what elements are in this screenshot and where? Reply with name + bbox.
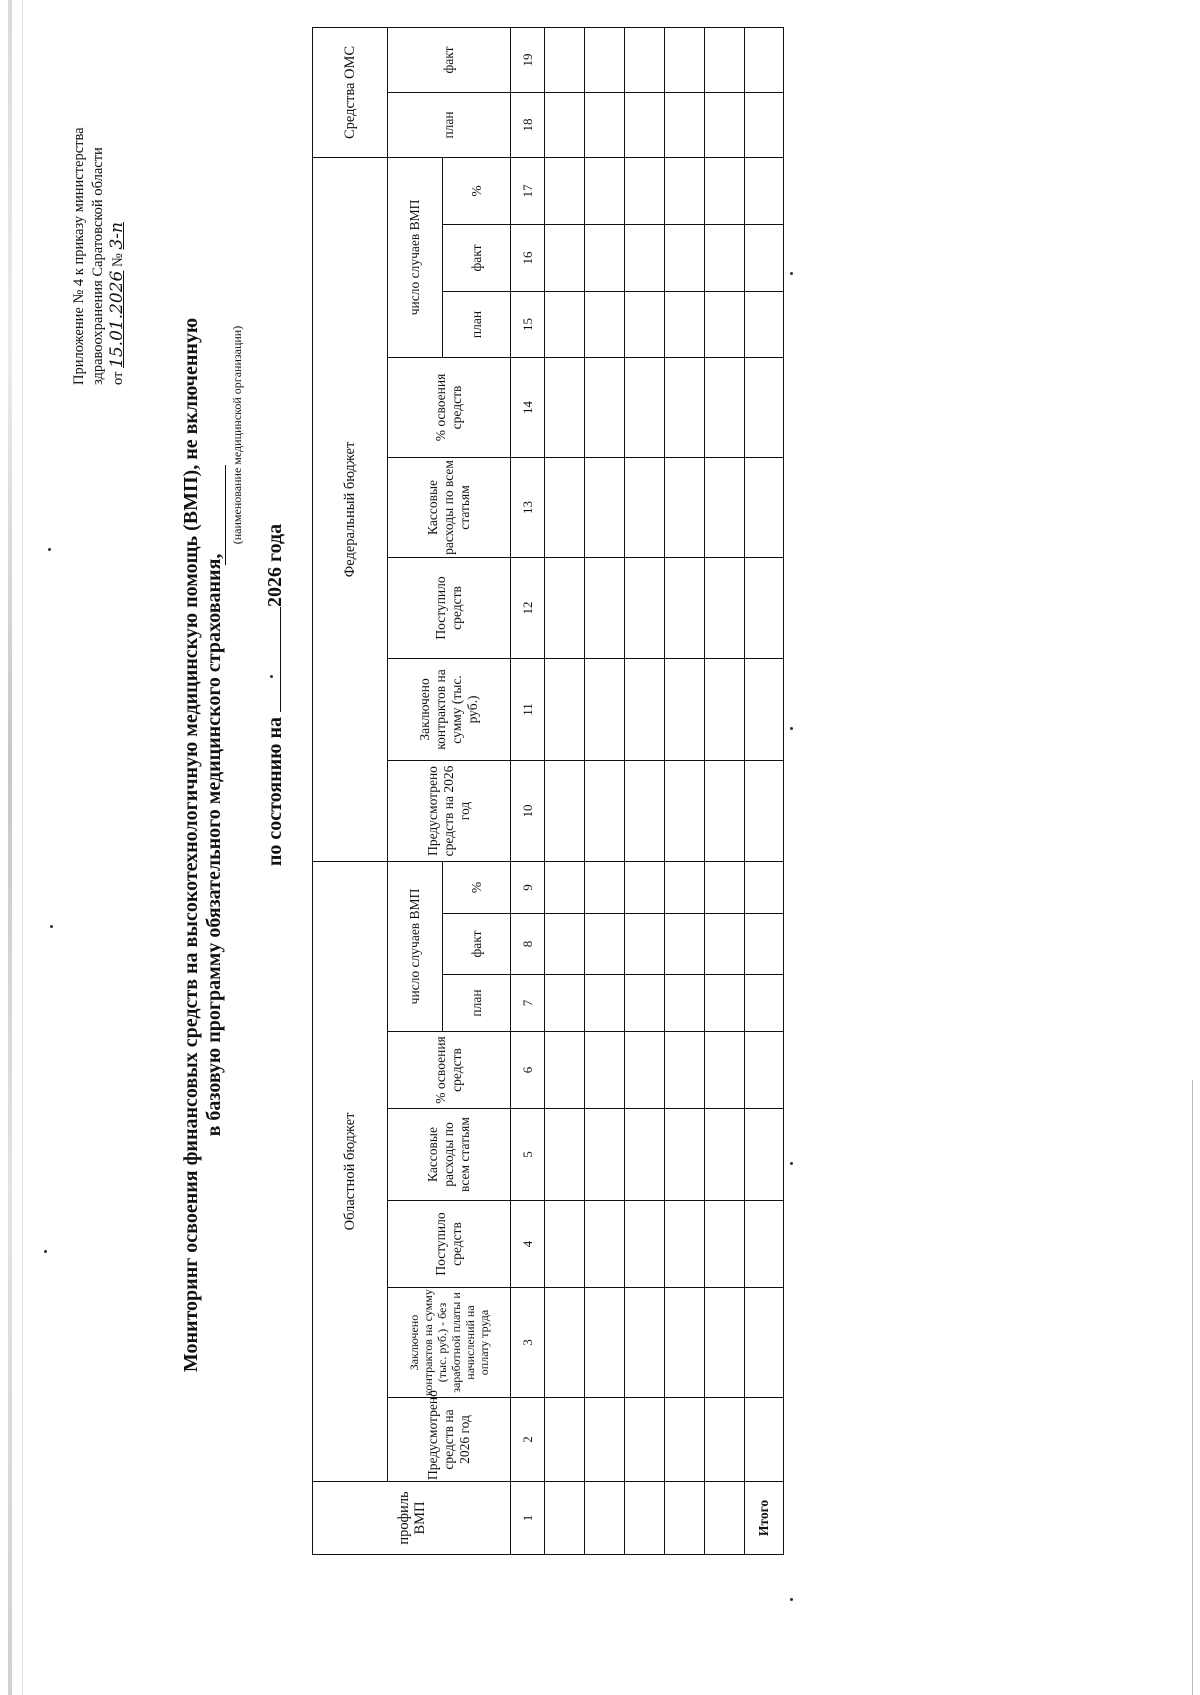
header-reg-cases-percent: %: [443, 861, 511, 913]
table-cell[interactable]: [585, 861, 625, 913]
table-cell[interactable]: [665, 357, 705, 457]
table-cell[interactable]: [625, 224, 665, 291]
table-cell[interactable]: [705, 760, 745, 861]
column-number-cell: 17: [511, 157, 545, 224]
table-cell[interactable]: [705, 1482, 745, 1555]
table-cell[interactable]: [665, 457, 705, 557]
column-number-cell: 5: [511, 1109, 545, 1201]
table-cell[interactable]: [745, 92, 784, 157]
column-number-row: [511, 27, 545, 1554]
table-cell[interactable]: [745, 1201, 784, 1288]
appendix-line1: Приложение № 4 к приказу министерства: [71, 127, 87, 385]
table-cell[interactable]: [705, 27, 745, 92]
column-number-cell: 11: [511, 658, 545, 760]
table-cell[interactable]: [585, 224, 625, 291]
table-cell[interactable]: [585, 92, 625, 157]
table-cell[interactable]: [585, 291, 625, 357]
header-oms-fact: факт: [388, 27, 511, 92]
table-cell[interactable]: [545, 1398, 585, 1482]
column-number-cell: 14: [511, 357, 545, 457]
table-cell[interactable]: [745, 1032, 784, 1109]
table-cell[interactable]: [705, 92, 745, 157]
header-fed-cases-plan: план: [443, 291, 511, 357]
table-cell[interactable]: [745, 224, 784, 291]
table-cell[interactable]: [625, 658, 665, 760]
table-cell[interactable]: [705, 1398, 745, 1482]
column-number-cell: 9: [511, 861, 545, 913]
header-reg-cash: Кассовые расходы по всем статьям: [388, 1109, 511, 1201]
table-cell[interactable]: [585, 557, 625, 658]
column-number-cell: 8: [511, 914, 545, 975]
table-cell[interactable]: [705, 1032, 745, 1109]
table-cell[interactable]: [625, 914, 665, 975]
table-cell[interactable]: [625, 291, 665, 357]
table-row: [625, 27, 665, 1554]
header-fed-planned: Предусмотрено средств на 2026 год: [388, 760, 511, 861]
state-prefix: по состоянию на: [264, 717, 286, 867]
table-cell[interactable]: [625, 760, 665, 861]
table-cell[interactable]: [705, 1288, 745, 1398]
appendix-note: [70, 25, 128, 385]
table-cell[interactable]: [625, 1109, 665, 1201]
header-oms-plan: план: [388, 92, 511, 157]
header-fed-contracts: Заключено контрактов на сумму (тыс. руб.): [388, 658, 511, 760]
state-as-of: [262, 395, 287, 995]
table-cell[interactable]: [545, 457, 585, 557]
table-cell[interactable]: [625, 1201, 665, 1288]
table-cell[interactable]: [745, 975, 784, 1032]
table-cell[interactable]: [665, 291, 705, 357]
table-cell[interactable]: [625, 1032, 665, 1109]
table-cell[interactable]: [545, 224, 585, 291]
header-reg-planned: Предусмотрено средств на 2026 год: [388, 1398, 511, 1482]
column-number-cell: 15: [511, 291, 545, 357]
table-cell[interactable]: [585, 1032, 625, 1109]
table-cell[interactable]: [545, 975, 585, 1032]
table-cell[interactable]: [585, 760, 625, 861]
table-cell[interactable]: [745, 357, 784, 457]
table-cell[interactable]: [545, 1288, 585, 1398]
table-cell[interactable]: [705, 357, 745, 457]
column-number-cell: 3: [511, 1288, 545, 1398]
table-cell[interactable]: [545, 760, 585, 861]
header-reg-received: Поступило средств: [388, 1201, 511, 1288]
table-cell[interactable]: [585, 658, 625, 760]
table-cell[interactable]: [745, 27, 784, 92]
table-cell[interactable]: [545, 1201, 585, 1288]
table-cell[interactable]: [665, 658, 705, 760]
column-number-cell: 12: [511, 557, 545, 658]
state-date-blank: [262, 607, 281, 712]
table-cell[interactable]: [585, 1398, 625, 1482]
table-cell[interactable]: [705, 1109, 745, 1201]
header-fed-received: Поступило средств: [388, 557, 511, 658]
table-cell[interactable]: [625, 975, 665, 1032]
table-cell[interactable]: [745, 1109, 784, 1201]
column-number-cell: 10: [511, 760, 545, 861]
monitoring-table: [312, 27, 784, 1555]
table-cell[interactable]: [545, 92, 585, 157]
document-title: [180, 195, 226, 1495]
column-number-cell: 13: [511, 457, 545, 557]
header-reg-cases-fact: факт: [443, 914, 511, 975]
table-cell[interactable]: [745, 457, 784, 557]
appendix-line2: здравоохранения Саратовской области: [90, 147, 106, 385]
header-fed-cases-percent: %: [443, 157, 511, 224]
table-cell[interactable]: [745, 861, 784, 913]
header-fed-cases: число случаев ВМП: [388, 157, 443, 357]
table-cell[interactable]: [665, 1482, 705, 1555]
column-number-cell: 2: [511, 1398, 545, 1482]
table-cell[interactable]: [585, 1482, 625, 1555]
header-fed-cases-fact: факт: [443, 224, 511, 291]
column-number-cell: 6: [511, 1032, 545, 1109]
table-cell[interactable]: [585, 1109, 625, 1201]
table-cell[interactable]: [545, 1032, 585, 1109]
table-cell[interactable]: [625, 861, 665, 913]
column-number-cell: 16: [511, 224, 545, 291]
table-cell[interactable]: [745, 557, 784, 658]
table-cell[interactable]: [585, 1288, 625, 1398]
header-federal-budget: Федеральный бюджет: [313, 157, 388, 861]
table-cell[interactable]: [705, 291, 745, 357]
table-cell[interactable]: [625, 27, 665, 92]
table-cell[interactable]: [625, 1288, 665, 1398]
table-cell[interactable]: [545, 557, 585, 658]
title-line1: Мониторинг освоения финансовых средств на высокотехнологичную медицинскую помощь (ВМП), не включенную: [180, 317, 202, 1373]
table-cell[interactable]: [665, 27, 705, 92]
table-cell[interactable]: [705, 157, 745, 224]
column-number-cell: 18: [511, 92, 545, 157]
table-cell[interactable]: [545, 357, 585, 457]
header-fed-percent: % освоения средств: [388, 357, 511, 457]
table-cell[interactable]: [665, 1032, 705, 1109]
table-cell[interactable]: [545, 1482, 585, 1555]
table-cell[interactable]: [745, 1288, 784, 1398]
table-cell[interactable]: [745, 1398, 784, 1482]
column-number-cell: 19: [511, 27, 545, 92]
table-row: [665, 27, 705, 1554]
table-cell[interactable]: [665, 914, 705, 975]
table-cell[interactable]: [585, 457, 625, 557]
table-cell[interactable]: [585, 157, 625, 224]
table-cell[interactable]: [625, 92, 665, 157]
table-cell[interactable]: [545, 658, 585, 760]
table-cell[interactable]: [745, 914, 784, 975]
table-cell[interactable]: [545, 1109, 585, 1201]
table-cell[interactable]: [665, 861, 705, 913]
column-number-cell: 7: [511, 975, 545, 1032]
table-cell[interactable]: [585, 27, 625, 92]
table-cell[interactable]: [665, 1109, 705, 1201]
table-cell[interactable]: [745, 760, 784, 861]
table-cell[interactable]: [545, 861, 585, 913]
table-cell[interactable]: [665, 760, 705, 861]
table-cell[interactable]: [705, 557, 745, 658]
table-cell[interactable]: [625, 457, 665, 557]
table-cell[interactable]: [545, 157, 585, 224]
header-profile: профиль ВМП: [313, 1482, 511, 1555]
table-cell[interactable]: [585, 1201, 625, 1288]
appendix-number: 3-п: [107, 222, 127, 250]
table-cell[interactable]: [705, 1201, 745, 1288]
column-number-cell: 4: [511, 1201, 545, 1288]
table-cell[interactable]: [545, 27, 585, 92]
table-cell[interactable]: [585, 975, 625, 1032]
table-cell[interactable]: [745, 658, 784, 760]
table-cell[interactable]: [705, 975, 745, 1032]
organization-caption: (наименование медицинской организации): [230, 325, 244, 545]
table-cell[interactable]: [745, 157, 784, 224]
table-cell[interactable]: [585, 914, 625, 975]
table-cell[interactable]: [665, 557, 705, 658]
appendix-date-prefix: от: [110, 371, 126, 385]
table-cell[interactable]: [545, 291, 585, 357]
title-line2: в базовую программу обязательного медицинского страхования,: [203, 553, 225, 1137]
table-cell[interactable]: [705, 658, 745, 760]
appendix-number-sign: №: [110, 253, 126, 267]
header-regional-budget: Областной бюджет: [313, 861, 388, 1481]
table-cell[interactable]: [625, 557, 665, 658]
table-cell[interactable]: [625, 1398, 665, 1482]
table-cell[interactable]: [625, 357, 665, 457]
table-row: [705, 27, 745, 1554]
column-number-cell: 1: [511, 1482, 545, 1555]
header-reg-percent: % освоения средств: [388, 1032, 511, 1109]
header-fed-cash: Кассовые расходы по всем статьям: [388, 457, 511, 557]
total-label: Итого: [745, 1482, 784, 1555]
table-cell[interactable]: [545, 914, 585, 975]
table-cell[interactable]: [665, 975, 705, 1032]
table-cell[interactable]: [705, 914, 745, 975]
table-cell[interactable]: [625, 1482, 665, 1555]
table-cell[interactable]: [705, 224, 745, 291]
table-row: [545, 27, 585, 1554]
header-reg-cases-plan: план: [443, 975, 511, 1032]
total-row: [745, 27, 784, 1554]
table-cell[interactable]: [665, 157, 705, 224]
organization-name-blank: [207, 465, 226, 565]
table-cell[interactable]: [665, 92, 705, 157]
header-reg-contracts: Заключено контрактов на сумму (тыс. руб.) - без заработной платы и начислений на оплату труда: [388, 1288, 511, 1398]
table-cell[interactable]: [705, 457, 745, 557]
table-cell[interactable]: [665, 224, 705, 291]
table-row: [585, 27, 625, 1554]
table-cell[interactable]: [745, 291, 784, 357]
table-cell[interactable]: [585, 357, 625, 457]
table-cell[interactable]: [665, 1201, 705, 1288]
appendix-date: 15.01.2026: [107, 270, 127, 368]
table-cell[interactable]: [665, 1398, 705, 1482]
table-cell[interactable]: [665, 1288, 705, 1398]
header-reg-cases: число случаев ВМП: [388, 861, 443, 1031]
table-cell[interactable]: [625, 157, 665, 224]
header-oms-funds: Средства ОМС: [313, 27, 388, 157]
appendix-line3: [108, 25, 128, 385]
state-suffix: 2026 года: [264, 523, 286, 607]
table-cell[interactable]: [705, 861, 745, 913]
